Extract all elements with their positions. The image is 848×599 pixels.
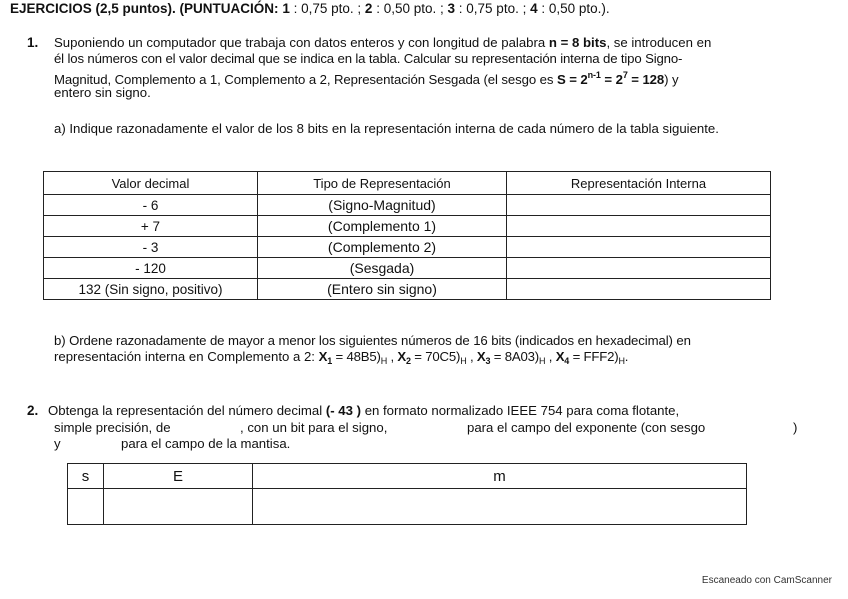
score-item: 2 : 0,50 pto. ; [364, 1, 444, 16]
cell-valor: - 3 [44, 237, 258, 258]
question-1-part-b-line-2: representación interna en Complemento a 2: $X_1 = 48B5)_H$ , $X_2 = 70C5)_H$ , $X_3 = 8A03)_H$ , $X_4 = FFF2)_H$. [54, 349, 629, 366]
question-1-part-b-line-1: b) Ordene razonadamente de mayor a menor los siguientes números de 16 bits (indicados en hexadecimal) en [54, 333, 691, 348]
cell-valor: 132 (Sin signo, positivo) [44, 279, 258, 300]
question-1-line-4: entero sin signo. [54, 85, 151, 100]
cell-tipo: (Sesgada) [258, 258, 507, 279]
question-1-line-2: él los números con el valor decimal que se indica en la tabla. Calcular su representación interna de tipo Signo- [54, 51, 683, 66]
table-row [44, 237, 771, 258]
header-representacion-interna: Representación Interna [507, 172, 771, 195]
hex-value: $X_2 = 70C5)_H$ , [397, 349, 477, 366]
question-1-line-1: Suponiendo un computador que trabaja con datos enteros y con longitud de palabra n = 8 bits, se introducen en [54, 35, 712, 50]
heading-puntuacion-label: (PUNTUACIÓN: [179, 1, 279, 16]
cell-valor: - 120 [44, 258, 258, 279]
question-2-line-2 [54, 420, 804, 436]
hex-value: $X_1 = 48B5)_H$ , [318, 349, 398, 366]
header-valor-decimal: Valor decimal [44, 172, 258, 195]
cell-tipo: (Signo-Magnitud) [258, 195, 507, 216]
table-row [44, 195, 771, 216]
cell-interna[interactable] [507, 279, 771, 300]
cell-tipo: (Complemento 1) [258, 216, 507, 237]
question-2-line-1: Obtenga la representación del número decimal (- 43 ) en formato normalizado IEEE 754 para coma flotante, [48, 403, 680, 418]
cell-interna[interactable] [507, 216, 771, 237]
line2-part-d: ) [793, 420, 798, 435]
cell-valor: + 7 [44, 216, 258, 237]
score-item: 4 : 0,50 pto.). [530, 1, 610, 16]
question-1-number: 1. [27, 35, 39, 50]
header-tipo-representacion: Tipo de Representación [258, 172, 507, 195]
question-1-line-3: Magnitud, Complemento a 1, Complemento a 2, Representación Sesgada (el sesgo es $S = 2^{n-1} = 2^7 = 128$) y [54, 70, 679, 87]
line2-part-c: para el campo del exponente (con sesgo [467, 420, 706, 435]
cell-interna[interactable] [507, 195, 771, 216]
score-item: 1 : 0,75 pto. ; [282, 1, 362, 16]
line2-part-a: simple precisión, de [54, 420, 171, 435]
table-row [44, 216, 771, 237]
question-2-line-3 [54, 436, 454, 452]
table-row [68, 489, 747, 525]
hex-value: $X_3 = 8A03)_H$ , [476, 349, 556, 366]
representation-table [43, 171, 771, 300]
question-2-number: 2. [27, 403, 39, 418]
cell-tipo: (Entero sin signo) [258, 279, 507, 300]
table-header-row [44, 172, 771, 195]
cell-interna[interactable] [507, 237, 771, 258]
line3-part-a: y [54, 436, 61, 451]
header-m: m [253, 464, 747, 489]
table-row [44, 279, 771, 300]
header-s: s [68, 464, 104, 489]
hex-value: $X_4 = FFF2)_H$. [555, 349, 629, 366]
heading-title: EJERCICIOS (2,5 puntos). [10, 1, 176, 16]
line2-part-b: , con un bit para el signo, [240, 420, 388, 435]
score-item: 3 : 0,75 pto. ; [447, 1, 527, 16]
cell-e[interactable] [104, 489, 253, 525]
cell-interna[interactable] [507, 258, 771, 279]
scanner-watermark: Escaneado con CamScanner [701, 575, 832, 586]
table-row [44, 258, 771, 279]
question-1-part-a: a) Indique razonadamente el valor de los 8 bits en la representación interna de cada número de la tabla siguiente. [54, 121, 719, 136]
exercise-heading [10, 1, 610, 16]
cell-tipo: (Complemento 2) [258, 237, 507, 258]
cell-valor: - 6 [44, 195, 258, 216]
table-header-row [68, 464, 747, 489]
ieee754-table [67, 463, 747, 525]
cell-s[interactable] [68, 489, 104, 525]
line3-part-b: para el campo de la mantisa. [121, 436, 291, 451]
header-e: E [104, 464, 253, 489]
cell-m[interactable] [253, 489, 747, 525]
